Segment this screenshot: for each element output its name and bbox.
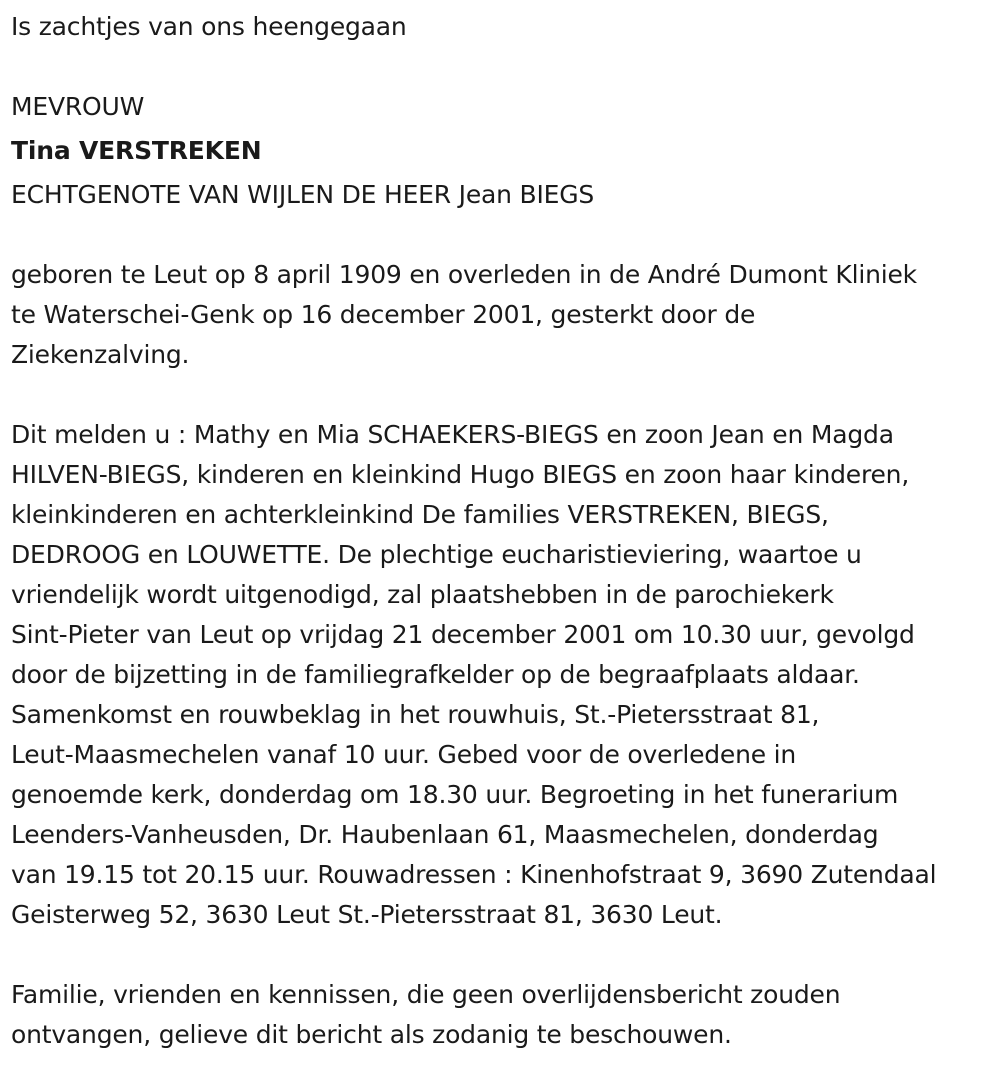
paragraph-line: te Waterschei-Genk op 16 december 2001, gesterkt door de [11, 300, 756, 329]
paragraph-line: ontvangen, gelieve dit bericht als zodanig te beschouwen. [11, 1020, 732, 1049]
closing-paragraph [11, 975, 991, 1055]
announcement-paragraph [11, 415, 991, 935]
intro-text: Is zachtjes van ons heengegaan [11, 12, 407, 41]
paragraph-line: HILVEN-BIEGS, kinderen en kleinkind Hugo BIEGS en zoon haar kinderen, [11, 460, 910, 489]
paragraph-line: Familie, vrienden en kennissen, die geen overlijdensbericht zouden [11, 980, 841, 1009]
paragraph-line: Samenkomst en rouwbeklag in het rouwhuis, St.-Pietersstraat 81, [11, 700, 820, 729]
deceased-name: Tina VERSTREKEN [11, 136, 262, 165]
paragraph-line: Leut-Maasmechelen vanaf 10 uur. Gebed voor de overledene in [11, 740, 797, 769]
paragraph-line: kleinkinderen en achterkleinkind De families VERSTREKEN, BIEGS, [11, 500, 829, 529]
paragraph-line: geboren te Leut op 8 april 1909 en overleden in de André Dumont Kliniek [11, 260, 917, 289]
salutation: MEVROUW [11, 92, 145, 121]
spouse-line: ECHTGENOTE VAN WIJLEN DE HEER Jean BIEGS [11, 180, 595, 209]
paragraph-line: Leenders-Vanheusden, Dr. Haubenlaan 61, Maasmechelen, donderdag [11, 820, 879, 849]
death-notice [11, 7, 991, 1055]
paragraph-line: van 19.15 tot 20.15 uur. Rouwadressen : Kinenhofstraat 9, 3690 Zutendaal [11, 860, 937, 889]
paragraph-line: Ziekenzalving. [11, 340, 190, 369]
spacer [11, 935, 991, 975]
birth-death-paragraph [11, 255, 991, 375]
spacer [11, 375, 991, 415]
paragraph-line: Geisterweg 52, 3630 Leut St.-Pietersstraat 81, 3630 Leut. [11, 900, 723, 929]
paragraph-line: Sint-Pieter van Leut op vrijdag 21 december 2001 om 10.30 uur, gevolgd [11, 620, 915, 649]
paragraph-line: DEDROOG en LOUWETTE. De plechtige eucharistieviering, waartoe u [11, 540, 862, 569]
paragraph-line: vriendelijk wordt uitgenodigd, zal plaatshebben in de parochiekerk [11, 580, 834, 609]
spacer [11, 215, 991, 255]
paragraph-line: door de bijzetting in de familiegrafkelder op de begraafplaats aldaar. [11, 660, 860, 689]
paragraph-line: Dit melden u : Mathy en Mia SCHAEKERS-BIEGS en zoon Jean en Magda [11, 420, 894, 449]
spacer [11, 47, 991, 87]
paragraph-line: genoemde kerk, donderdag om 18.30 uur. Begroeting in het funerarium [11, 780, 899, 809]
